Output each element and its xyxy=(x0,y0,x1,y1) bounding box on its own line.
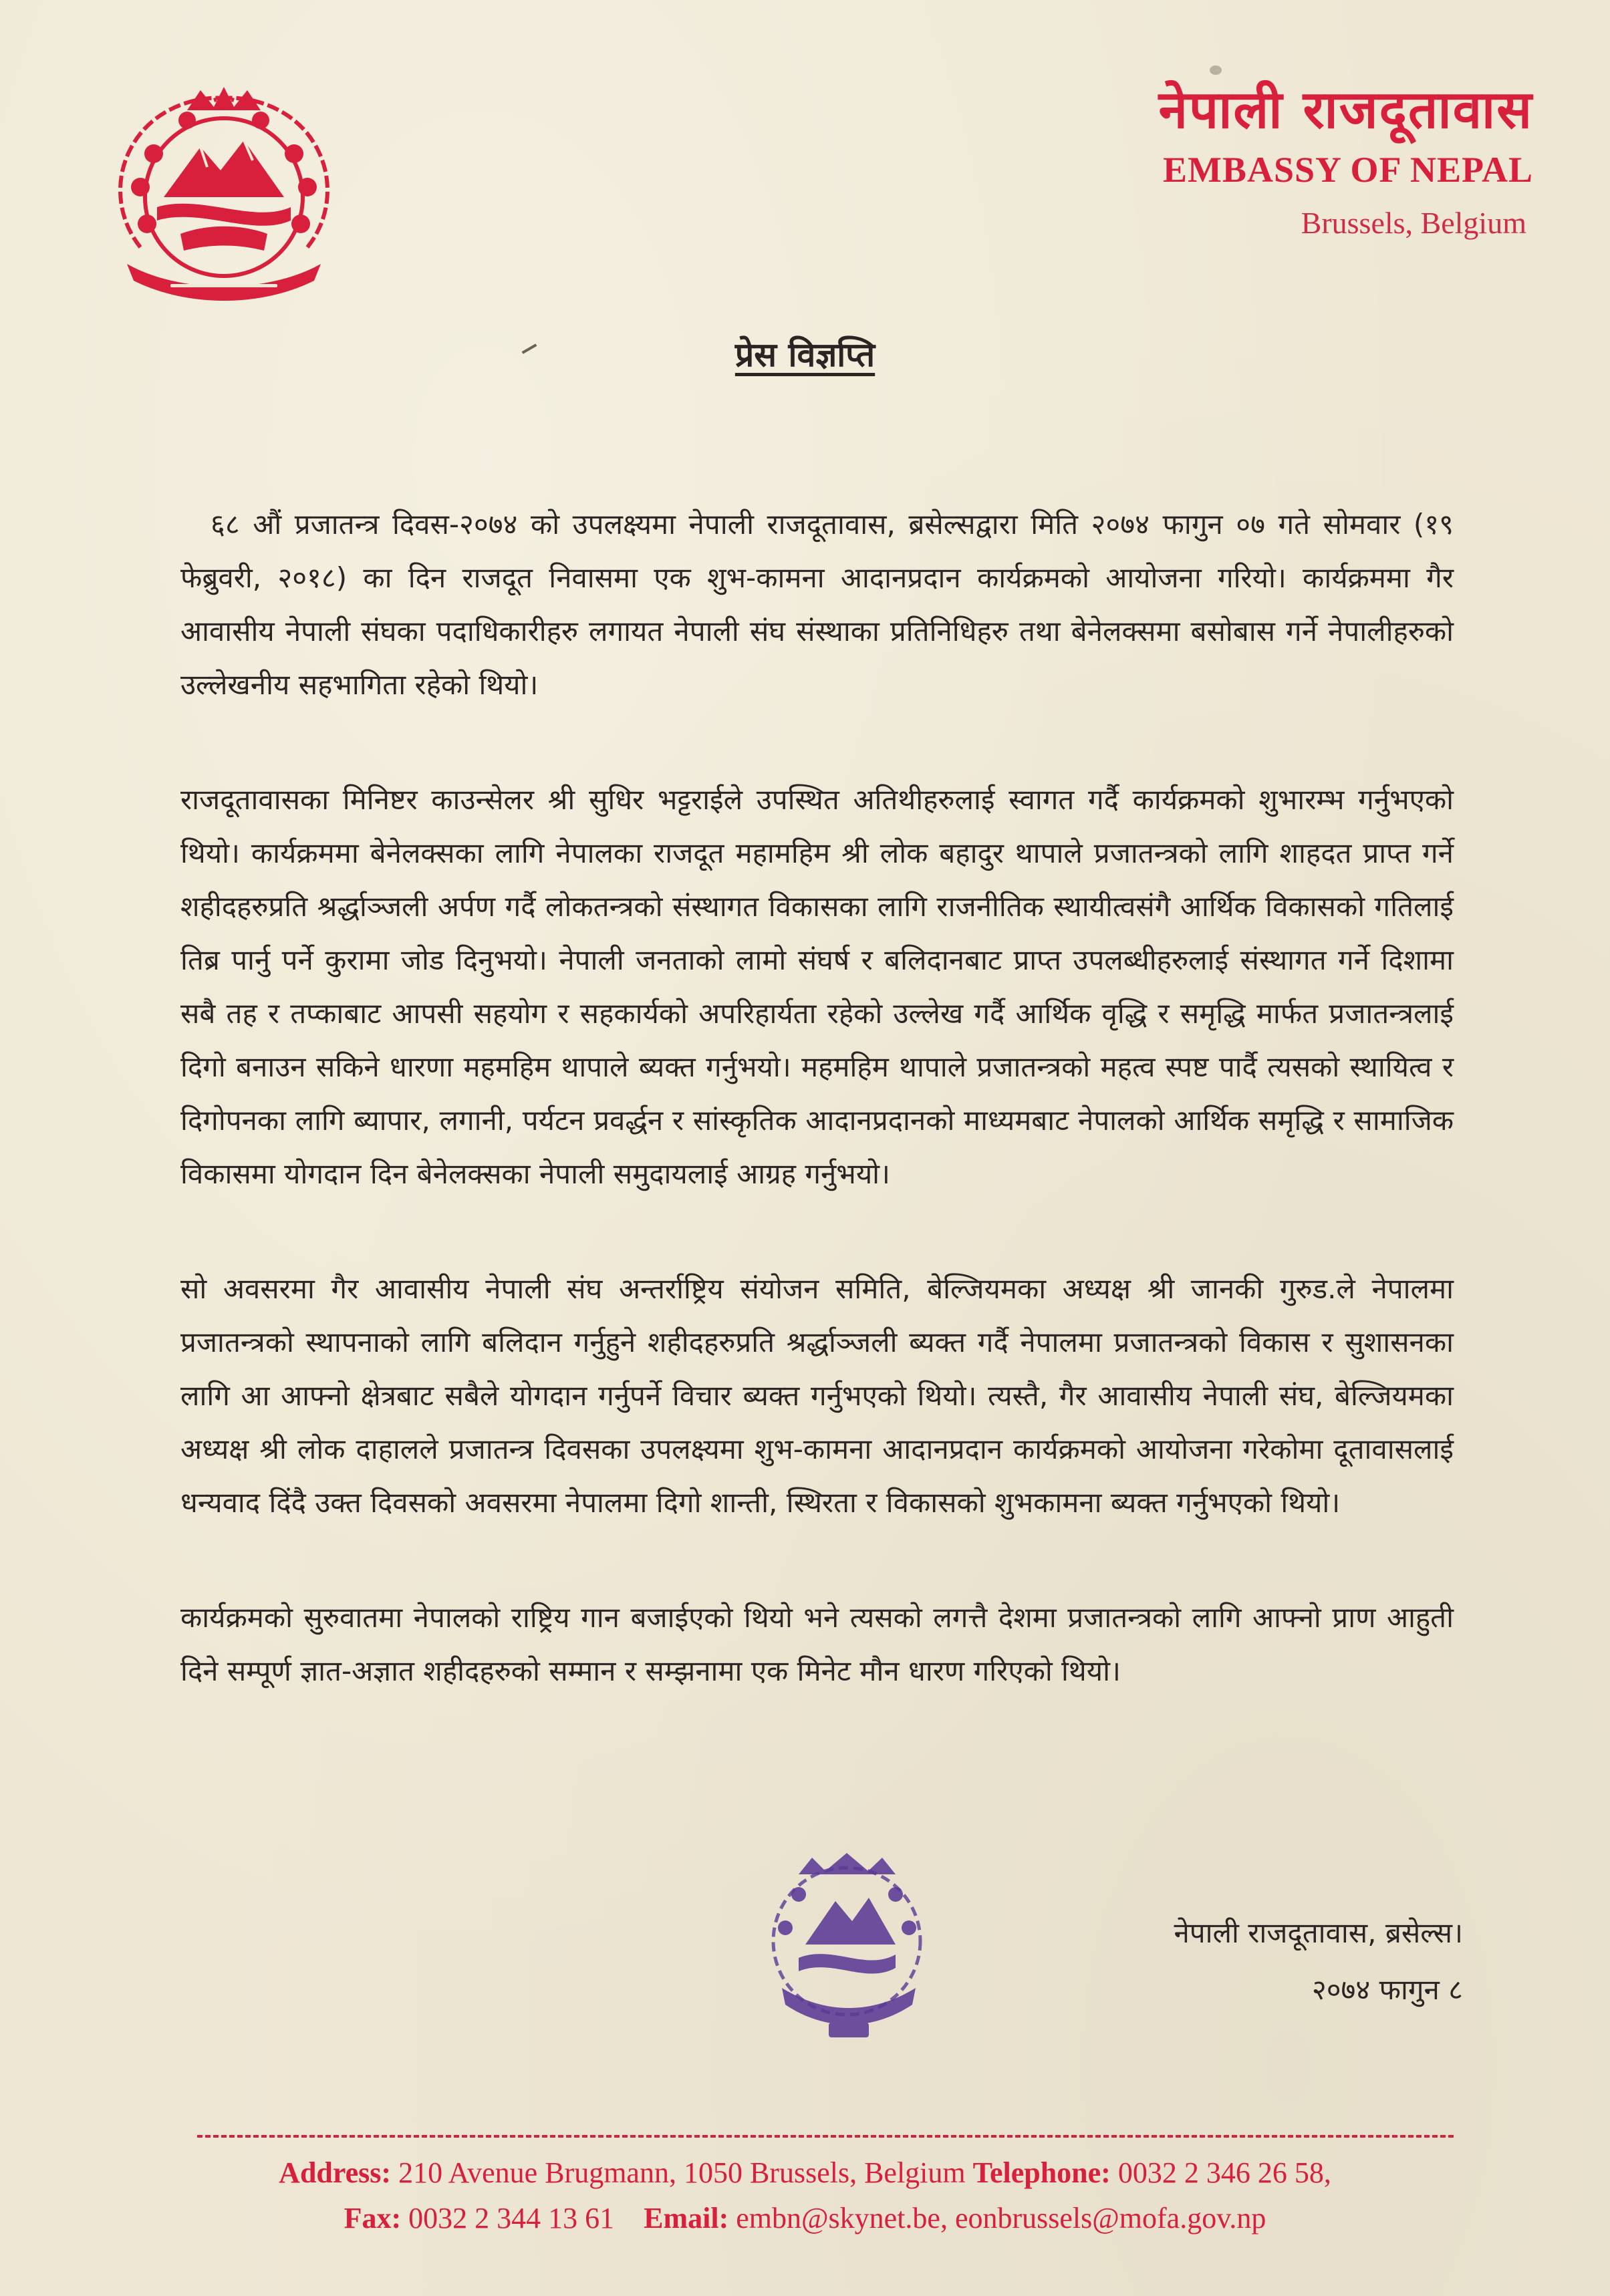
address-value: 210 Avenue Brugmann, 1050 Brussels, Belgium xyxy=(398,2156,966,2189)
nepal-emblem-icon xyxy=(100,80,348,314)
telephone-value: 0032 2 346 26 58, xyxy=(1117,2156,1331,2189)
embassy-name-english: EMBASSY OF NEPAL xyxy=(1162,149,1533,190)
footer-divider xyxy=(197,2135,1454,2138)
footer-line-2 xyxy=(0,2196,1610,2241)
fax-label: Fax: xyxy=(344,2202,402,2235)
document-title-wrap xyxy=(0,331,1610,376)
paragraph-3: सो अवसरमा गैर आवासीय नेपाली संघ अन्तर्राष्ट्रिय संयोजन समिति, बेल्जियमका अध्यक्ष श्री जानकी गुरुड.ले नेपालमा प्रजातन्त्रको स्थापनाको लागि बलिदान गर्नुहुने शहीदहरुप्रति श्रर्द्धाञ्जली ब्यक्त गर्दै नेपालमा प्रजातन्त्रको विकास र सुशासनका लागि आ आफ्नो क्षेत्रबाट सबैले योगदान गर्नुपर्ने विचार ब्यक्त गर्नुभएको थियो। त्यस्तै, गैर आवासीय नेपाली संघ, बेल्जियमका अध्यक्ष श्री लोक दाहालले प्रजातन्त्र दिवसका उपलक्ष्यमा शुभ-कामना आदानप्रदान कार्यक्रमको आयोजना गरेकोमा दूतावासलाई धन्यवाद दिंदै उक्त दिवसको अवसरमा नेपालमा दिगो शान्ती, स्थिरता र विकासको शुभकामना ब्यक्त गर्नुभएको थियो। xyxy=(180,1272,1454,1519)
email-label: Email: xyxy=(644,2202,729,2235)
signature-line-date: २०७४ फागुन ८ xyxy=(1311,1973,1463,2006)
paragraph-2: राजदूतावासका मिनिष्टर काउन्सेलर श्री सुधिर भट्टराईले उपस्थित अतिथीहरुलाई स्वागत गर्दै कार्यक्रमको शुभारम्भ गर्नुभएको थियो। कार्यक्रममा बेनेलक्सका लागि नेपालका राजदूत महामहिम श्री लोक बहादुर थापाले प्रजातन्त्रको लागि शाहदत प्राप्त गर्ने शहीदहरुप्रति श्रर्द्धाञ्जली अर्पण गर्दै लोकतन्त्रको संस्थागत विकासका लागि राजनीतिक स्थायीत्वसंगै आर्थिक विकासको गतिलाई तिब्र पार्नु पर्ने कुरामा जोड दिनुभयो। नेपाली जनताको लामो संघर्ष र बलिदानबाट प्राप्त उपलब्धीहरुलाई संस्थागत गर्ने दिशामा सबै तह र तप्काबाट आपसी सहयोग र सहकार्यको अपरिहार्यता रहेको उल्लेख गर्दै आर्थिक वृद्धि र समृद्धि मार्फत प्रजातन्त्रलाई दिगो बनाउन सकिने धारणा महमहिम थापाले ब्यक्त गर्नुभयो। महमहिम थापाले प्रजातन्त्रको महत्व स्पष्ट पार्दै त्यसको स्थायित्व र दिगोपनका लागि ब्यापार, लगानी, पर्यटन प्रवर्द्धन र सांस्कृतिक आदानप्रदानको माध्यमबाट नेपालको आर्थिक समृद्धि र सामाजिक विकासमा योगदान दिन बेनेलक्सका नेपाली समुदायलाई आग्रह गर्नुभयो। xyxy=(180,783,1454,1190)
paragraph-4: कार्यक्रमको सुरुवातमा नेपालको राष्ट्रिय गान बजाईएको थियो भने त्यसको लगत्तै देशमा प्रजातन्त्रको लागि आफ्नो प्राण आहुती दिने सम्पूर्ण ज्ञात-अज्ञात शहीदहरुको सम्मान र सम्झनामा एक मिनेट मौन धारण गरिएको थियो। xyxy=(180,1601,1454,1687)
paper-speck xyxy=(1210,65,1222,75)
embassy-stamp-icon xyxy=(752,1848,942,2048)
document-title: प्रेस विज्ञप्ति xyxy=(734,335,876,374)
embassy-city: Brussels, Belgium xyxy=(1301,205,1526,240)
signature-line-embassy: नेपाली राजदूतावास, ब्रसेल्स। xyxy=(1174,1916,1463,1949)
embassy-name-nepali: नेपाली राजदूतावास xyxy=(1158,80,1533,140)
email-value: embn@skynet.be, eonbrussels@mofa.gov.np xyxy=(736,2202,1266,2235)
press-release-body xyxy=(180,498,1454,1759)
fax-value: 0032 2 344 13 61 xyxy=(408,2202,615,2235)
letterhead xyxy=(1158,80,1533,241)
address-label: Address: xyxy=(279,2156,392,2189)
footer-line-1 xyxy=(0,2150,1610,2196)
paragraph-1: ६८ औं प्रजातन्त्र दिवस-२०७४ को उपलक्ष्यमा नेपाली राजदूतावास, ब्रसेल्सद्वारा मिति २०७४ फागुन ०७ गते सोमवार (१९ फेब्रुवरी, २०१८) का दिन राजदूत निवासमा एक शुभ-कामना आदानप्रदान कार्यक्रमको आयोजना गरियो। कार्यक्रममा गैर आवासीय नेपाली संघका पदाधिकारीहरु लगायत नेपाली संघ संस्थाका प्रतिनिधिहरु तथा बेनेलक्समा बसोबास गर्ने नेपालीहरुको उल्लेखनीय सहभागिता रहेको थियो। xyxy=(180,508,1454,701)
signature-block xyxy=(1174,1904,1463,2018)
telephone-label: Telephone: xyxy=(972,2156,1111,2189)
footer xyxy=(0,2150,1610,2241)
